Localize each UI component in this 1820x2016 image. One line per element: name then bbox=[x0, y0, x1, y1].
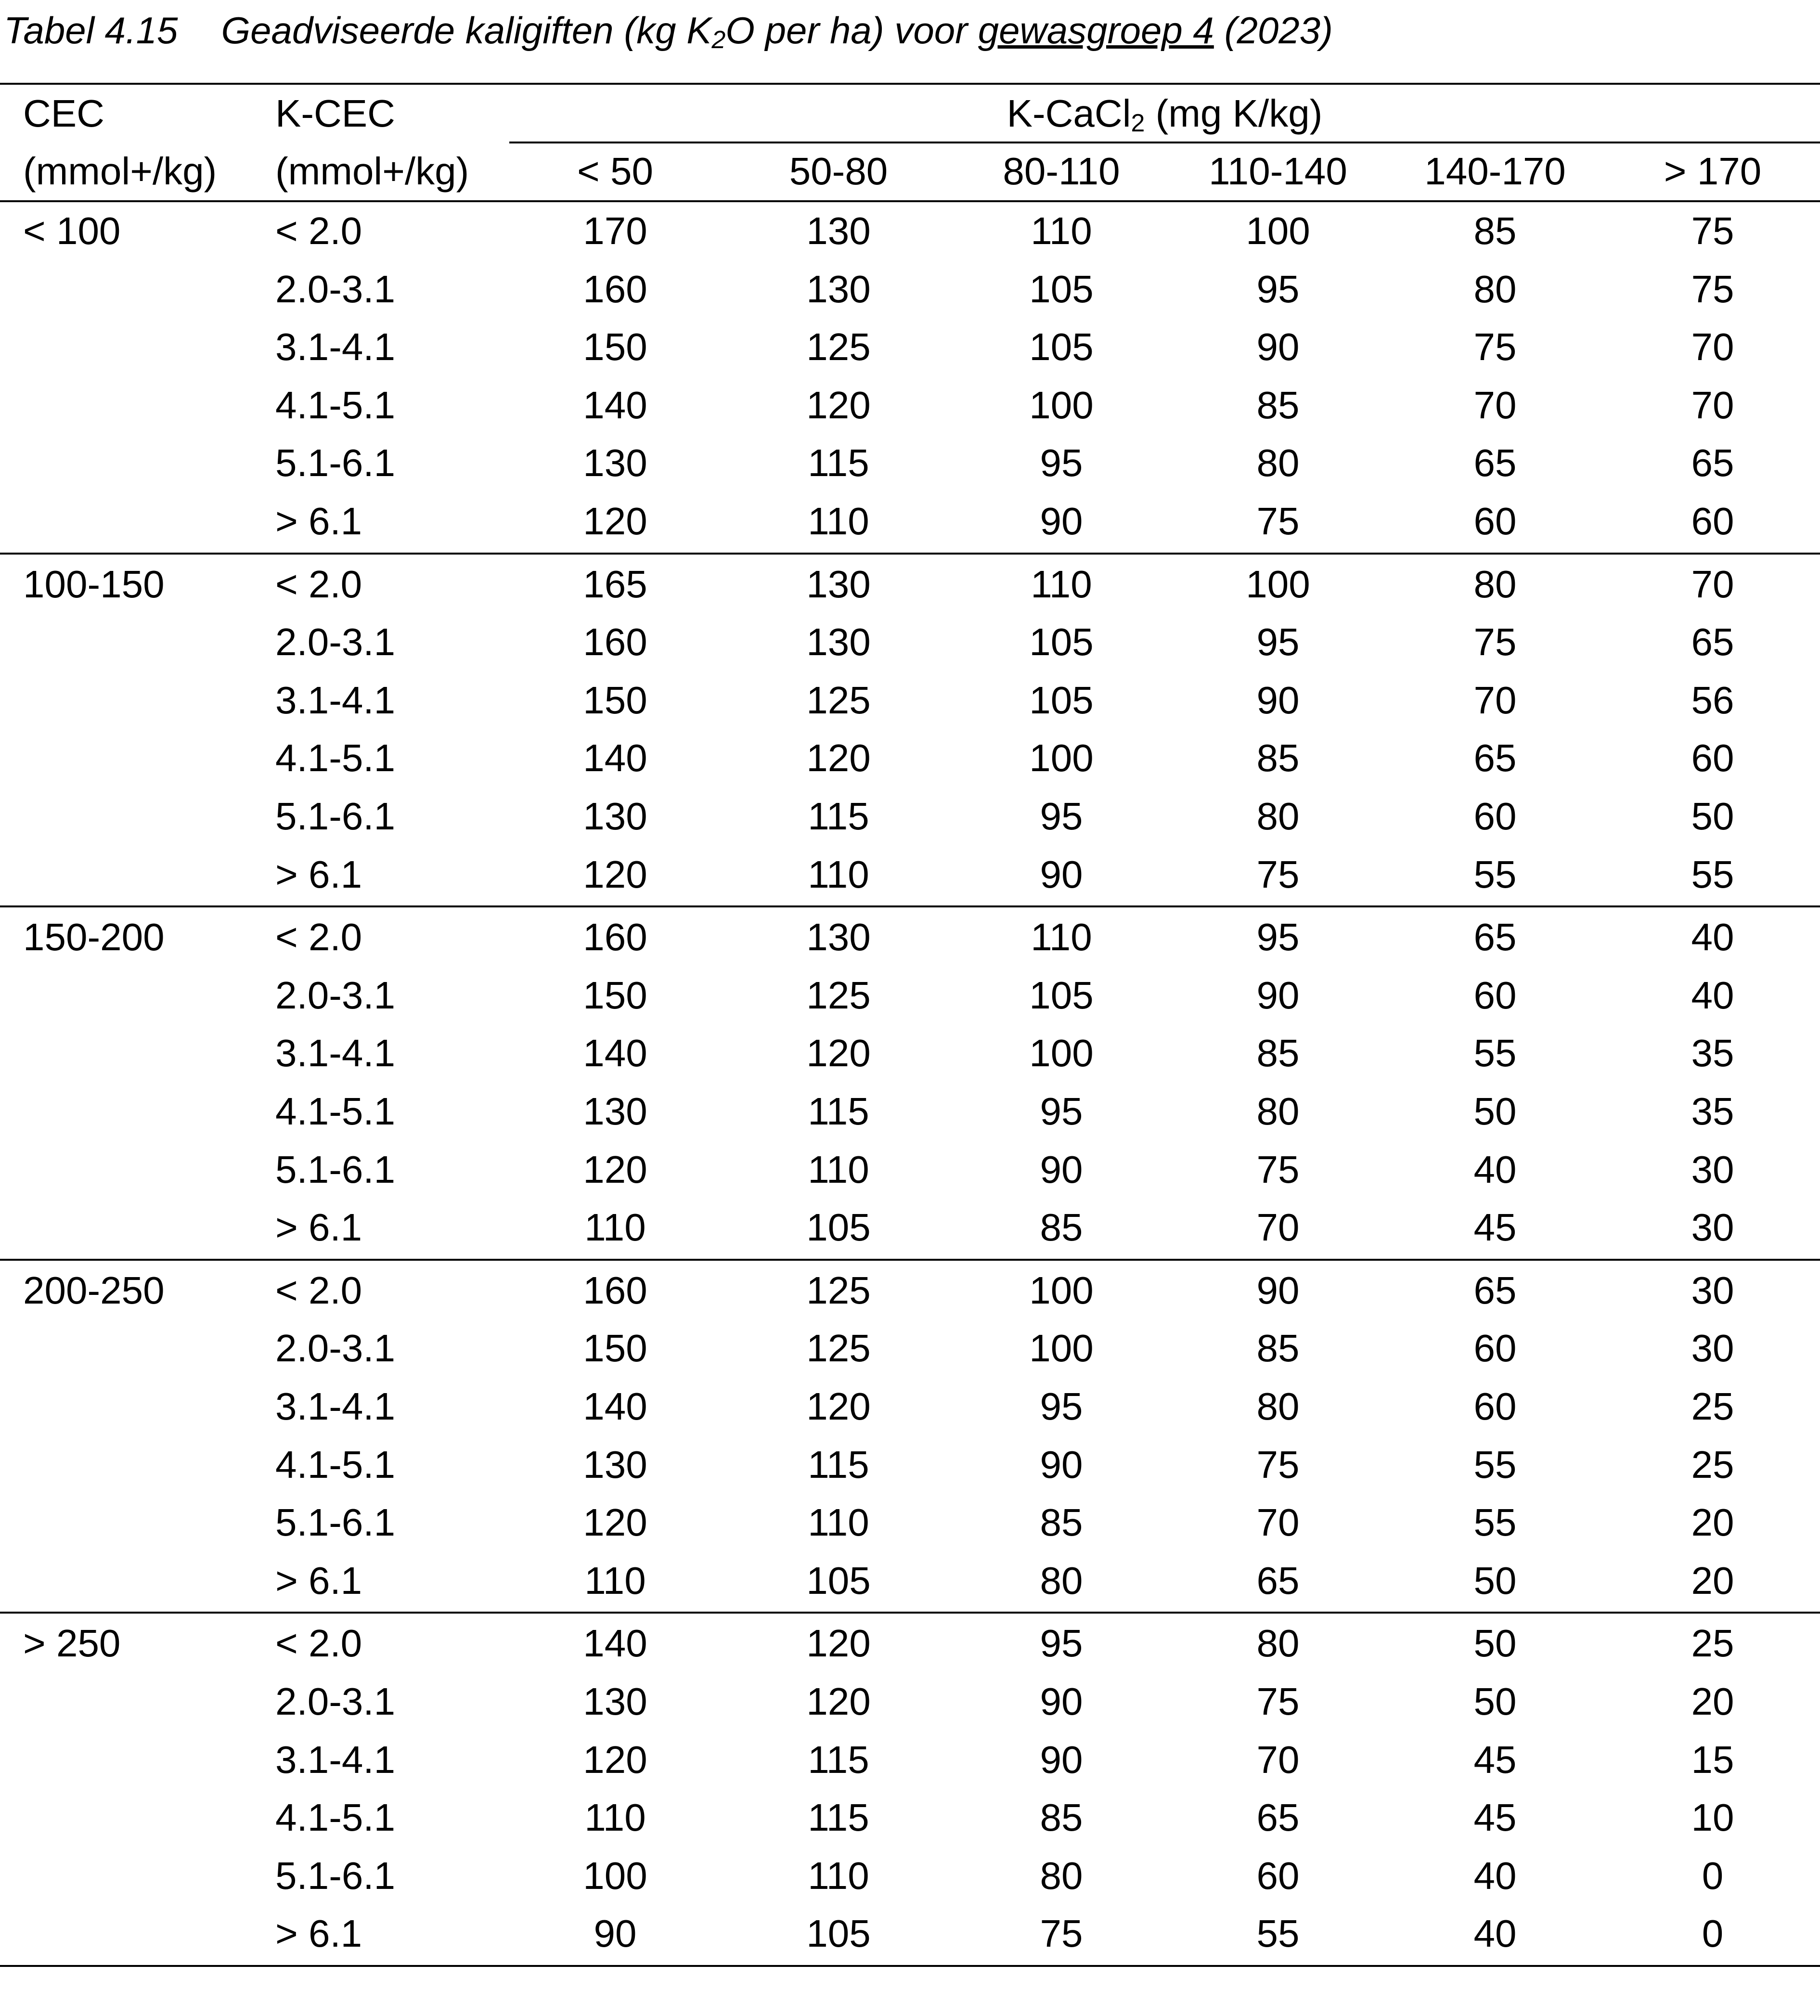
kcec-label: 3.1-4.1 bbox=[275, 1032, 396, 1075]
table-cell: 50 bbox=[1473, 1559, 1517, 1602]
table-cell: 140 bbox=[583, 383, 647, 426]
table-cell: 110 bbox=[808, 1501, 869, 1544]
table-cell: 100 bbox=[1246, 562, 1310, 606]
table-cell: 60 bbox=[1691, 737, 1734, 780]
table-cell: 70 bbox=[1256, 1738, 1300, 1781]
table-cell: 25 bbox=[1691, 1385, 1734, 1428]
table-cell: 90 bbox=[1040, 500, 1083, 543]
table-cell: 65 bbox=[1256, 1796, 1300, 1839]
table-cell: 30 bbox=[1691, 1206, 1734, 1249]
table-cell: 40 bbox=[1473, 1148, 1517, 1191]
table-cell: 30 bbox=[1691, 1268, 1734, 1312]
table-cell: 130 bbox=[806, 916, 871, 959]
table-cell: 25 bbox=[1691, 1443, 1734, 1486]
table-cell: 70 bbox=[1256, 1206, 1300, 1249]
table-cell: 100 bbox=[1029, 383, 1094, 426]
kcec-label: 5.1-6.1 bbox=[275, 1501, 396, 1544]
table-cell: 95 bbox=[1040, 795, 1083, 838]
table-cell: 130 bbox=[806, 209, 871, 252]
table-cell: 100 bbox=[1029, 1327, 1094, 1370]
table-cell: 125 bbox=[806, 1327, 871, 1370]
table-cell: 50 bbox=[1473, 1680, 1517, 1723]
table-cell: 45 bbox=[1473, 1206, 1517, 1249]
table-cell: 85 bbox=[1473, 209, 1517, 252]
table-cell: 80 bbox=[1473, 562, 1517, 606]
table-cell: 56 bbox=[1691, 678, 1734, 722]
table-cell: 0 bbox=[1702, 1912, 1724, 1955]
table-cell: 100 bbox=[1246, 209, 1310, 252]
header-cec-line2: (mmol+/kg) bbox=[23, 150, 217, 193]
table-cell: 65 bbox=[1473, 737, 1517, 780]
table-cell: 90 bbox=[1040, 1738, 1083, 1781]
table-cell: 70 bbox=[1691, 325, 1734, 369]
table-cell: 110 bbox=[584, 1796, 646, 1839]
table-cell: 65 bbox=[1691, 441, 1734, 485]
table-cell: 40 bbox=[1691, 973, 1734, 1017]
table-cell: 65 bbox=[1691, 620, 1734, 664]
table-cell: 100 bbox=[583, 1854, 647, 1897]
table-cell: 120 bbox=[583, 1148, 647, 1191]
table-cell: 85 bbox=[1040, 1796, 1083, 1839]
kcec-label: 3.1-4.1 bbox=[275, 1738, 396, 1781]
kcec-label: 5.1-6.1 bbox=[275, 1148, 396, 1191]
table-cell: 95 bbox=[1040, 441, 1083, 485]
table-cell: 115 bbox=[808, 1738, 869, 1781]
table-cell: 40 bbox=[1691, 916, 1734, 959]
table-cell: 45 bbox=[1473, 1796, 1517, 1839]
kcec-label: 4.1-5.1 bbox=[275, 383, 396, 426]
kcec-label: < 2.0 bbox=[275, 209, 362, 252]
table-cell: 115 bbox=[808, 441, 869, 485]
table-cell: 85 bbox=[1040, 1501, 1083, 1544]
kcec-label: < 2.0 bbox=[275, 562, 362, 606]
table-cell: 75 bbox=[1040, 1912, 1083, 1955]
table-cell: 80 bbox=[1256, 795, 1300, 838]
table-cell: 75 bbox=[1256, 853, 1300, 896]
table-cell: 45 bbox=[1473, 1738, 1517, 1781]
table-cell: 130 bbox=[583, 441, 647, 485]
kcec-label: < 2.0 bbox=[275, 916, 362, 959]
kcec-label: > 6.1 bbox=[275, 1559, 362, 1602]
table-cell: 75 bbox=[1473, 325, 1517, 369]
table-cell: 130 bbox=[583, 1443, 647, 1486]
table-cell: 75 bbox=[1256, 1680, 1300, 1723]
table-cell: 105 bbox=[1029, 678, 1094, 722]
table-cell: 110 bbox=[808, 1854, 869, 1897]
table-cell: 10 bbox=[1691, 1796, 1734, 1839]
caption-text-after: (2023) bbox=[1213, 9, 1333, 52]
table-cell: 80 bbox=[1256, 1622, 1300, 1665]
group-separator bbox=[0, 905, 1820, 907]
group-separator bbox=[0, 1259, 1820, 1261]
column-header: > 170 bbox=[1664, 150, 1762, 193]
table-cell: 120 bbox=[583, 853, 647, 896]
table-cell: 60 bbox=[1691, 500, 1734, 543]
cec-group-label: 100-150 bbox=[23, 562, 165, 606]
table-cell: 85 bbox=[1040, 1206, 1083, 1249]
kcec-label: 5.1-6.1 bbox=[275, 1854, 396, 1897]
header-kcec-line2: (mmol+/kg) bbox=[275, 150, 469, 193]
table-cell: 55 bbox=[1473, 1501, 1517, 1544]
table-cell: 60 bbox=[1473, 795, 1517, 838]
table-cell: 60 bbox=[1473, 973, 1517, 1017]
kcec-label: 4.1-5.1 bbox=[275, 1090, 396, 1133]
table-cell: 125 bbox=[806, 678, 871, 722]
table-cell: 115 bbox=[808, 795, 869, 838]
table-cell: 15 bbox=[1691, 1738, 1734, 1781]
kcec-label: > 6.1 bbox=[275, 500, 362, 543]
table-cell: 105 bbox=[1029, 325, 1094, 369]
table-cell: 90 bbox=[1256, 678, 1300, 722]
table-cell: 100 bbox=[1029, 1032, 1094, 1075]
table-cell: 0 bbox=[1702, 1854, 1724, 1897]
table-cell: 105 bbox=[1029, 267, 1094, 310]
table-cell: 140 bbox=[583, 1622, 647, 1665]
table-cell: 120 bbox=[583, 1501, 647, 1544]
column-header: 80-110 bbox=[1003, 150, 1120, 193]
table-cell: 95 bbox=[1256, 620, 1300, 664]
table-cell: 125 bbox=[806, 325, 871, 369]
table-cell: 55 bbox=[1256, 1912, 1300, 1955]
table-cell: 65 bbox=[1473, 441, 1517, 485]
kcec-label: 3.1-4.1 bbox=[275, 678, 396, 722]
table-cell: 65 bbox=[1256, 1559, 1300, 1602]
table-cell: 120 bbox=[583, 500, 647, 543]
caption-text-mid: O per ha) voor bbox=[725, 9, 978, 52]
kcec-label: 4.1-5.1 bbox=[275, 1796, 396, 1839]
table-cell: 70 bbox=[1473, 383, 1517, 426]
table-cell: 90 bbox=[1040, 853, 1083, 896]
table-cell: 110 bbox=[1031, 916, 1092, 959]
table-cell: 70 bbox=[1691, 383, 1734, 426]
group-separator bbox=[0, 553, 1820, 555]
kcec-label: 2.0-3.1 bbox=[275, 267, 396, 310]
table-cell: 110 bbox=[808, 1148, 869, 1191]
table-cell: 120 bbox=[806, 1622, 871, 1665]
caption-text-before: Geadviseerde kaligiften (kg K bbox=[221, 9, 712, 52]
table-cell: 30 bbox=[1691, 1327, 1734, 1370]
table-cell: 160 bbox=[583, 916, 647, 959]
table-number: Tabel 4.15 bbox=[4, 9, 178, 52]
table-cell: 80 bbox=[1256, 1090, 1300, 1133]
table-cell: 60 bbox=[1473, 500, 1517, 543]
table-cell: 130 bbox=[583, 1090, 647, 1133]
table-cell: 140 bbox=[583, 737, 647, 780]
table-cell: 55 bbox=[1473, 1443, 1517, 1486]
table-cell: 70 bbox=[1691, 562, 1734, 606]
table-cell: 80 bbox=[1473, 267, 1517, 310]
table-bottom-rule bbox=[0, 1965, 1820, 1967]
table-cell: 110 bbox=[1031, 562, 1092, 606]
table-cell: 125 bbox=[806, 973, 871, 1017]
group-separator bbox=[0, 1612, 1820, 1614]
table-cell: 160 bbox=[583, 620, 647, 664]
table-cell: 120 bbox=[806, 737, 871, 780]
cec-group-label: 200-250 bbox=[23, 1268, 165, 1312]
table-cell: 140 bbox=[583, 1385, 647, 1428]
table-cell: 160 bbox=[583, 1268, 647, 1312]
table-cell: 130 bbox=[806, 562, 871, 606]
table-cell: 110 bbox=[584, 1206, 646, 1249]
table-cell: 170 bbox=[583, 209, 647, 252]
kcec-label: 5.1-6.1 bbox=[275, 441, 396, 485]
table-cell: 150 bbox=[583, 973, 647, 1017]
table-cell: 85 bbox=[1256, 737, 1300, 780]
table-cell: 105 bbox=[1029, 620, 1094, 664]
header-kcacl bbox=[509, 85, 1820, 142]
table-cell: 110 bbox=[808, 500, 869, 543]
table-cell: 90 bbox=[1256, 1268, 1300, 1312]
caption-underlined: gewasgroep 4 bbox=[978, 9, 1214, 52]
table-cell: 55 bbox=[1473, 1032, 1517, 1075]
table-cell: 35 bbox=[1691, 1032, 1734, 1075]
table-cell: 115 bbox=[808, 1796, 869, 1839]
cec-group-label: > 250 bbox=[23, 1622, 121, 1665]
table-cell: 75 bbox=[1256, 1443, 1300, 1486]
table-cell: 95 bbox=[1040, 1385, 1083, 1428]
header-kcacl-before: K-CaCl bbox=[1007, 92, 1131, 135]
kcec-label: 3.1-4.1 bbox=[275, 325, 396, 369]
kcec-label: < 2.0 bbox=[275, 1622, 362, 1665]
table-cell: 60 bbox=[1256, 1854, 1300, 1897]
kcec-label: > 6.1 bbox=[275, 853, 362, 896]
kcec-label: 5.1-6.1 bbox=[275, 795, 396, 838]
table-cell: 75 bbox=[1256, 500, 1300, 543]
table-cell: 80 bbox=[1040, 1559, 1083, 1602]
table-cell: 115 bbox=[808, 1443, 869, 1486]
table-cell: 105 bbox=[806, 1912, 871, 1955]
caption-subscript: 2 bbox=[711, 26, 726, 54]
table-cell: 90 bbox=[1040, 1443, 1083, 1486]
cec-group-label: 150-200 bbox=[23, 916, 165, 959]
table-cell: 50 bbox=[1473, 1090, 1517, 1133]
kcec-label: 2.0-3.1 bbox=[275, 620, 396, 664]
table-cell: 60 bbox=[1473, 1327, 1517, 1370]
table-cell: 80 bbox=[1040, 1854, 1083, 1897]
table-cell: 70 bbox=[1256, 1501, 1300, 1544]
table-cell: 85 bbox=[1256, 1327, 1300, 1370]
table-cell: 110 bbox=[808, 853, 869, 896]
table-cell: 150 bbox=[583, 325, 647, 369]
table-cell: 75 bbox=[1473, 620, 1517, 664]
table-cell: 90 bbox=[1040, 1680, 1083, 1723]
table-cell: 100 bbox=[1029, 737, 1094, 780]
table-cell: 70 bbox=[1473, 678, 1517, 722]
table-cell: 85 bbox=[1256, 1032, 1300, 1075]
table-cell: 25 bbox=[1691, 1622, 1734, 1665]
header-kcacl-after: (mg K/kg) bbox=[1145, 92, 1323, 135]
kcec-label: 2.0-3.1 bbox=[275, 1327, 396, 1370]
table-cell: 95 bbox=[1256, 267, 1300, 310]
column-header: 110-140 bbox=[1209, 150, 1347, 193]
kcec-label: 2.0-3.1 bbox=[275, 973, 396, 1017]
table-cell: 85 bbox=[1256, 383, 1300, 426]
kcec-label: 3.1-4.1 bbox=[275, 1385, 396, 1428]
table-cell: 40 bbox=[1473, 1854, 1517, 1897]
table-cell: 90 bbox=[1040, 1148, 1083, 1191]
column-header: 140-170 bbox=[1424, 150, 1566, 193]
header-kcacl-subscript: 2 bbox=[1131, 109, 1145, 137]
table-cell: 20 bbox=[1691, 1559, 1734, 1602]
table-cell: 140 bbox=[583, 1032, 647, 1075]
table-cell: 30 bbox=[1691, 1148, 1734, 1191]
kcec-label: 4.1-5.1 bbox=[275, 737, 396, 780]
table-cell: 60 bbox=[1473, 1385, 1517, 1428]
table-cell: 80 bbox=[1256, 441, 1300, 485]
header-kcec-line1: K-CEC bbox=[275, 92, 395, 135]
table-cell: 130 bbox=[806, 267, 871, 310]
table-cell: 55 bbox=[1473, 853, 1517, 896]
table-cell: 65 bbox=[1473, 1268, 1517, 1312]
table-cell: 150 bbox=[583, 1327, 647, 1370]
table-cell: 130 bbox=[583, 1680, 647, 1723]
table-cell: 95 bbox=[1256, 916, 1300, 959]
column-header: 50-80 bbox=[789, 150, 888, 193]
table-cell: 120 bbox=[806, 1680, 871, 1723]
table-cell: 75 bbox=[1691, 267, 1734, 310]
table-cell: 105 bbox=[806, 1206, 871, 1249]
table-cell: 110 bbox=[584, 1559, 646, 1602]
table-cell: 95 bbox=[1040, 1622, 1083, 1665]
table-cell: 150 bbox=[583, 678, 647, 722]
table-cell: 95 bbox=[1040, 1090, 1083, 1133]
kcec-label: < 2.0 bbox=[275, 1268, 362, 1312]
table-cell: 75 bbox=[1256, 1148, 1300, 1191]
table-cell: 120 bbox=[583, 1738, 647, 1781]
header-cec-line1: CEC bbox=[23, 92, 104, 135]
table-cell: 125 bbox=[806, 1268, 871, 1312]
table-cell: 35 bbox=[1691, 1090, 1734, 1133]
table-cell: 20 bbox=[1691, 1680, 1734, 1723]
table-cell: 100 bbox=[1029, 1268, 1094, 1312]
table-cell: 120 bbox=[806, 383, 871, 426]
table-cell: 130 bbox=[806, 620, 871, 664]
table-cell: 105 bbox=[1029, 973, 1094, 1017]
table-cell: 110 bbox=[1031, 209, 1092, 252]
table-cell: 160 bbox=[583, 267, 647, 310]
table-cell: 115 bbox=[808, 1090, 869, 1133]
table-cell: 50 bbox=[1473, 1622, 1517, 1665]
table-cell: 90 bbox=[1256, 973, 1300, 1017]
table-cell: 80 bbox=[1256, 1385, 1300, 1428]
table-cell: 90 bbox=[1256, 325, 1300, 369]
cec-group-label: < 100 bbox=[23, 209, 121, 252]
kcec-label: 2.0-3.1 bbox=[275, 1680, 396, 1723]
table-cell: 120 bbox=[806, 1385, 871, 1428]
table-cell: 105 bbox=[806, 1559, 871, 1602]
kcec-label: > 6.1 bbox=[275, 1912, 362, 1955]
table-cell: 130 bbox=[583, 795, 647, 838]
table-caption bbox=[4, 4, 1333, 57]
table-cell: 75 bbox=[1691, 209, 1734, 252]
table-cell: 90 bbox=[594, 1912, 637, 1955]
table-cell: 40 bbox=[1473, 1912, 1517, 1955]
table-cell: 50 bbox=[1691, 795, 1734, 838]
kcec-label: > 6.1 bbox=[275, 1206, 362, 1249]
table-cell: 65 bbox=[1473, 916, 1517, 959]
column-header: < 50 bbox=[577, 150, 653, 193]
table-cell: 120 bbox=[806, 1032, 871, 1075]
table-cell: 55 bbox=[1691, 853, 1734, 896]
table-cell: 20 bbox=[1691, 1501, 1734, 1544]
kcec-label: 4.1-5.1 bbox=[275, 1443, 396, 1486]
table-cell: 165 bbox=[583, 562, 647, 606]
